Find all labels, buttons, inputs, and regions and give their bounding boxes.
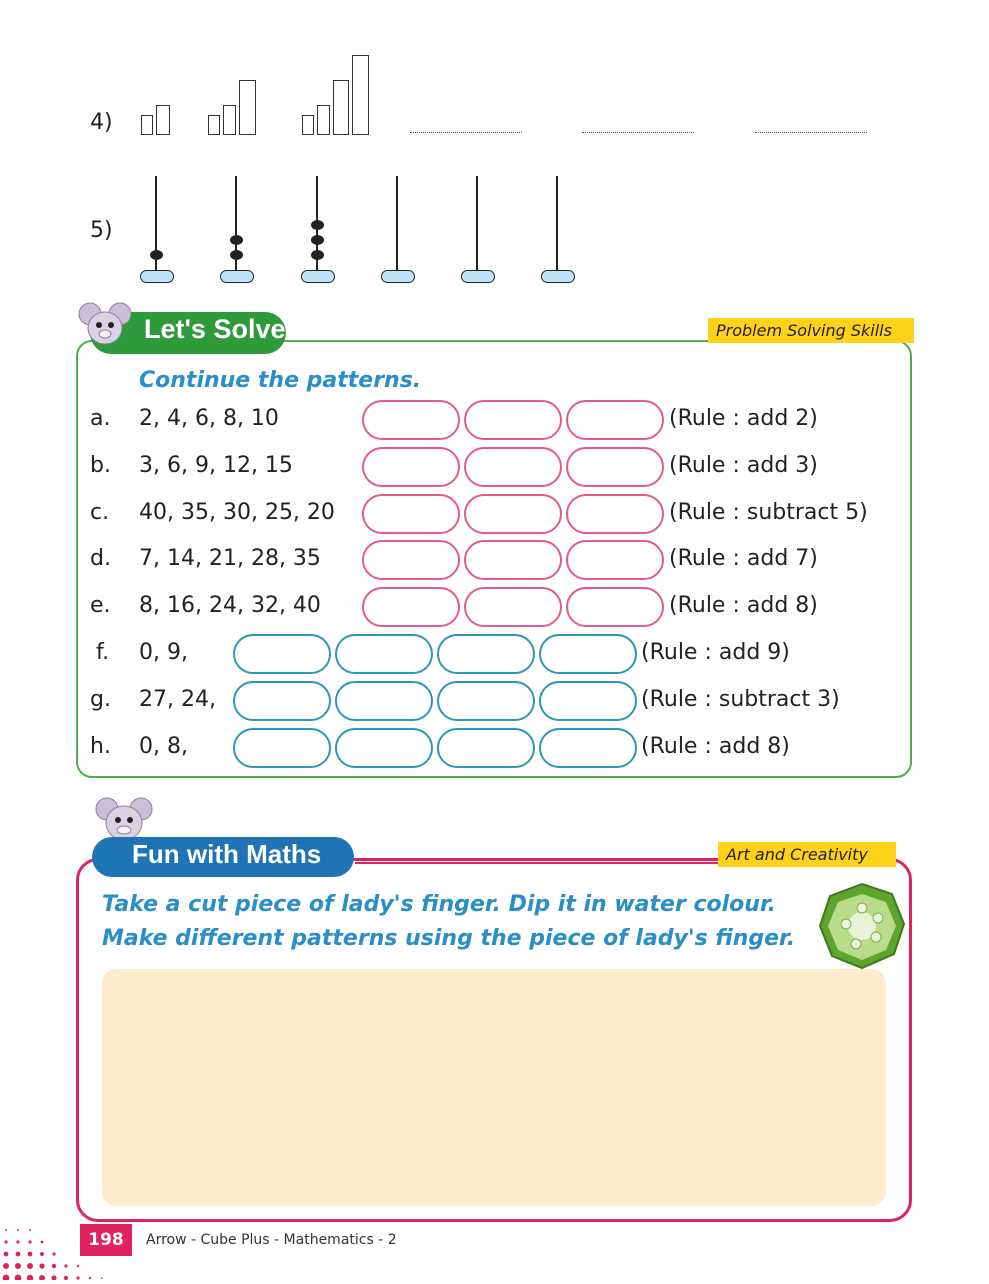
row-rule: (Rule : add 3) [669,453,818,478]
drawing-area[interactable] [102,969,886,1206]
answer-line-4-3[interactable] [755,132,867,133]
row-sequence: 3, 6, 9, 12, 15 [139,453,293,478]
activity-line-2: Make different patterns using the piece of lady's finger. [102,926,796,951]
row-sequence: 8, 16, 24, 32, 40 [139,593,321,618]
row-sequence: 27, 24, [139,687,216,712]
row-sequence: 2, 4, 6, 8, 10 [139,406,279,431]
question-5-number: 5) [90,218,113,243]
answer-box[interactable] [362,587,460,627]
activity-line-1: Take a cut piece of lady's finger. Dip it in water colour. [102,892,777,917]
question-4-number: 4) [90,110,113,135]
answer-box[interactable] [566,400,664,440]
lets-solve-title: Let's Solve [144,314,286,344]
answer-box[interactable] [464,587,562,627]
answer-box[interactable] [566,447,664,487]
row-label: a. [90,406,111,431]
answer-box[interactable] [233,681,331,721]
answer-box[interactable] [464,400,562,440]
answer-box[interactable] [464,447,562,487]
row-label: h. [90,734,111,759]
row-label: f. [96,640,110,665]
answer-box[interactable] [233,634,331,674]
row-label: b. [90,453,111,478]
answer-box[interactable] [566,494,664,534]
row-label: e. [90,593,111,618]
row-rule: (Rule : add 9) [641,640,790,665]
fun-with-maths-title: Fun with Maths [132,839,322,869]
ladys-finger-slice-image [816,880,908,972]
page-number-badge [80,1224,132,1256]
row-rule: (Rule : subtract 5) [669,500,868,525]
answer-box[interactable] [437,634,535,674]
instruction-continue-patterns: Continue the patterns. [139,368,422,393]
answer-box[interactable] [362,447,460,487]
row-rule: (Rule : subtract 3) [641,687,840,712]
answer-box[interactable] [437,681,535,721]
answer-box[interactable] [233,728,331,768]
book-title: Arrow - Cube Plus - Mathematics - 2 [146,1232,397,1248]
answer-box[interactable] [464,540,562,580]
answer-box[interactable] [362,400,460,440]
row-rule: (Rule : add 8) [669,593,818,618]
answer-box[interactable] [335,681,433,721]
answer-line-4-1[interactable] [410,132,522,133]
problem-solving-tag: Problem Solving Skills [708,318,914,343]
answer-box[interactable] [335,728,433,768]
row-rule: (Rule : add 7) [669,546,818,571]
mouse-mascot-1 [78,300,132,348]
row-label: d. [90,546,111,571]
answer-box[interactable] [539,681,637,721]
row-label: c. [90,500,110,525]
page-number: 198 [88,1230,124,1250]
answer-box[interactable] [566,540,664,580]
answer-box[interactable] [362,494,460,534]
answer-box[interactable] [539,728,637,768]
row-sequence: 0, 9, [139,640,188,665]
row-label: g. [90,687,111,712]
answer-box[interactable] [539,634,637,674]
answer-box[interactable] [362,540,460,580]
row-sequence: 7, 14, 21, 28, 35 [139,546,321,571]
answer-box[interactable] [335,634,433,674]
answer-line-4-2[interactable] [582,132,694,133]
row-rule: (Rule : add 8) [641,734,790,759]
answer-box[interactable] [566,587,664,627]
answer-box[interactable] [464,494,562,534]
row-sequence: 0, 8, [139,734,188,759]
row-rule: (Rule : add 2) [669,406,818,431]
answer-box[interactable] [437,728,535,768]
row-sequence: 40, 35, 30, 25, 20 [139,500,335,525]
art-creativity-tag: Art and Creativity [718,842,896,867]
